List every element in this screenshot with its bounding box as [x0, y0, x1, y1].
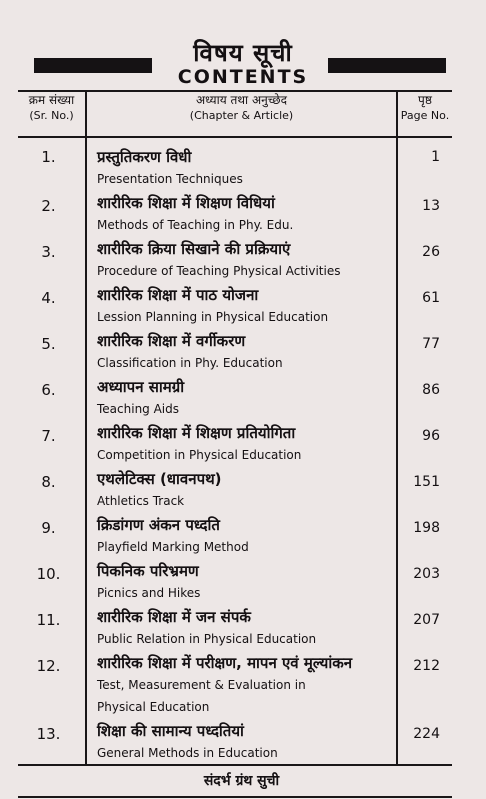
page-number: 198 [413, 520, 440, 536]
serial-number: 2. [41, 197, 56, 215]
chapter-title-english: Lession Planning in Physical Education [97, 310, 329, 324]
page-number: 212 [413, 658, 440, 674]
table-row [18, 137, 452, 190]
page-title-english: CONTENTS [177, 66, 309, 88]
page-number: 61 [422, 290, 440, 306]
header-page-hindi: पृष्ठ [418, 93, 432, 107]
chapter-cell [86, 374, 397, 420]
chapter-title-english: Athletics Track [97, 494, 185, 508]
table-row [18, 558, 452, 604]
header-sr-english: (Sr. No.) [29, 109, 74, 122]
page-number: 96 [422, 428, 440, 444]
serial-number: 9. [41, 519, 56, 537]
serial-number: 10. [36, 565, 61, 583]
header-chapter [86, 91, 397, 137]
header-page-english: Page No. [400, 109, 450, 122]
bibliography-label: संदर्भ ग्रंथ सुची [86, 765, 397, 797]
chapter-title-hindi: शारीरिक क्रिया सिखाने की प्रक्रियाएं [97, 240, 291, 258]
chapter-title-hindi: शिक्षा की सामान्य पध्दतियां [97, 722, 244, 740]
serial-number: 3. [41, 243, 56, 261]
chapter-cell [86, 718, 397, 765]
table-row [18, 236, 452, 282]
chapter-cell [86, 137, 397, 190]
chapter-title-english: Physical Education [97, 700, 210, 714]
chapter-title-hindi: शारीरिक शिक्षा में परीक्षण, मापन एवं मूल्यांकन [97, 654, 353, 672]
table-row [18, 650, 452, 718]
chapter-cell [86, 420, 397, 466]
serial-number: 13. [36, 725, 61, 743]
serial-number: 6. [41, 381, 56, 399]
table-row [18, 374, 452, 420]
header-chapter-hindi: अध्याय तथा अनुच्छेद [196, 93, 287, 107]
serial-number: 7. [41, 427, 56, 445]
chapter-title-hindi: पिकनिक परिभ्रमण [97, 562, 199, 580]
chapter-cell [86, 190, 397, 236]
chapter-title-hindi: क्रिडांगण अंकन पध्दति [97, 516, 220, 534]
chapter-title-hindi: शारीरिक शिक्षा में शिक्षण प्रतियोगिता [97, 424, 296, 442]
serial-number: 4. [41, 289, 56, 307]
page-number: 151 [413, 474, 440, 490]
chapter-title-hindi: प्रस्तुतिकरण विधी [97, 148, 192, 166]
footer-left-cell [18, 765, 86, 797]
chapter-title-english: Picnics and Hikes [97, 586, 201, 600]
chapter-title-hindi: एथलेटिक्स (धावनपथ) [97, 470, 222, 488]
table-row [18, 282, 452, 328]
header-page [397, 91, 452, 137]
chapter-cell [86, 282, 397, 328]
chapter-cell [86, 328, 397, 374]
table-row [18, 328, 452, 374]
chapter-title-english: Presentation Techniques [97, 172, 243, 186]
page-number: 26 [422, 244, 440, 260]
header-sr [18, 91, 86, 137]
page-number: 203 [413, 566, 440, 582]
footer-row [18, 765, 452, 797]
header-chapter-english: (Chapter & Article) [189, 109, 294, 122]
page-number: 13 [422, 198, 440, 214]
serial-number: 1. [41, 148, 56, 166]
chapter-cell [86, 650, 397, 718]
chapter-title-english: Methods of Teaching in Phy. Edu. [97, 218, 294, 232]
chapter-title-english: Competition in Physical Education [97, 448, 302, 462]
serial-number: 12. [36, 657, 61, 675]
chapter-title-english: Teaching Aids [97, 402, 180, 416]
serial-number: 5. [41, 335, 56, 353]
footer-right-cell [397, 765, 452, 797]
table-row [18, 190, 452, 236]
table-row [18, 604, 452, 650]
chapter-cell [86, 236, 397, 282]
serial-number: 11. [36, 611, 61, 629]
chapter-cell [86, 604, 397, 650]
page-number: 224 [413, 726, 440, 742]
chapter-title-hindi: शारीरिक शिक्षा में शिक्षण विधियां [97, 194, 275, 212]
page-number: 86 [422, 382, 440, 398]
chapter-cell [86, 558, 397, 604]
chapter-cell [86, 466, 397, 512]
header-sr-hindi: क्रम संख्या [28, 93, 75, 107]
chapter-title-hindi: शारीरिक शिक्षा में वर्गीकरण [97, 332, 246, 350]
chapter-title-hindi: शारीरिक शिक्षा में जन संपर्क [97, 608, 251, 626]
header-row [18, 91, 452, 137]
chapter-title-english: Procedure of Teaching Physical Activities [97, 264, 341, 278]
contents-table [18, 90, 452, 798]
chapter-title-hindi: अध्यापन सामग्री [97, 378, 185, 396]
chapter-title-hindi: शारीरिक शिक्षा में पाठ योजना [97, 286, 259, 304]
page-number: 77 [422, 336, 440, 352]
page-title-hindi: विषय सूची [193, 39, 293, 67]
chapter-title-english: General Methods in Education [97, 746, 278, 760]
chapter-title-english: Classification in Phy. Education [97, 356, 283, 370]
table-row [18, 466, 452, 512]
serial-number: 8. [41, 473, 56, 491]
table-row [18, 718, 452, 765]
table-row [18, 512, 452, 558]
chapter-title-english: Test, Measurement & Evaluation in [97, 678, 306, 692]
chapter-title-english: Public Relation in Physical Education [97, 632, 317, 646]
page-number: 1 [431, 149, 440, 165]
table-row [18, 420, 452, 466]
chapter-cell [86, 512, 397, 558]
contents-body [18, 137, 452, 765]
chapter-title-english: Playfield Marking Method [97, 540, 249, 554]
page-number: 207 [413, 612, 440, 628]
